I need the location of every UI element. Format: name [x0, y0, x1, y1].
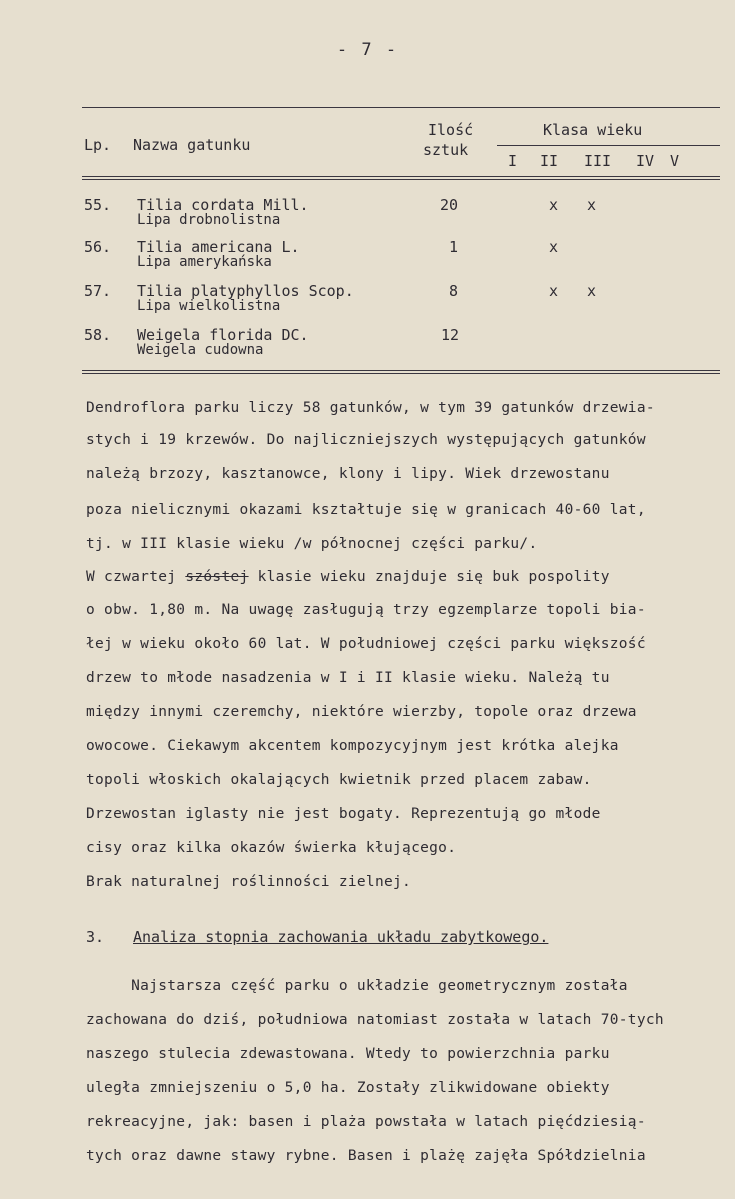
page-number: - 7 - — [336, 40, 399, 60]
body-line: naszego stulecia zdewastowana. Wtedy to powierzchnia parku — [86, 1046, 610, 1062]
body-line: tych oraz dawne stawy rybne. Basen i plażę zajęła Spółdzielnia — [86, 1148, 646, 1164]
body-line-with-correction — [86, 569, 722, 585]
body-line: topoli włoskich okalających kwietnik przed placem zabaw. — [86, 772, 592, 788]
body-line: tj. w III klasie wieku /w północnej części parku/. — [86, 536, 538, 552]
table-top-rule — [82, 107, 720, 108]
row-latin-name: Tilia cordata Mill. — [137, 196, 309, 214]
body-text: klasie wieku znajduje się buk pospolity — [257, 569, 610, 585]
row-lp: 57. — [84, 282, 112, 300]
row-polish-name: Lipa drobnolistna — [137, 212, 281, 228]
row-count: 12 — [441, 326, 460, 344]
section-number: 3. — [86, 928, 105, 946]
body-line: o obw. 1,80 m. Na uwagę zasługują trzy egzemplarze topoli bia- — [86, 602, 646, 618]
struck-out-word: szóstej — [185, 569, 249, 585]
row-lp: 55. — [84, 196, 112, 214]
body-line: uległa zmniejszeniu o 5,0 ha. Zostały zlikwidowane obiekty — [86, 1080, 610, 1096]
row-count: 20 — [440, 196, 459, 214]
header-class-iv: IV — [636, 152, 655, 170]
body-line: między innymi czeremchy, niektóre wierzby, topole oraz drzewa — [86, 704, 637, 720]
section-title: Analiza stopnia zachowania układu zabytkowego. — [133, 928, 549, 946]
body-line: cisy oraz kilka okazów świerka kłującego. — [86, 840, 457, 856]
row-count: 8 — [449, 282, 459, 300]
row-polish-name: Lipa wielkolistna — [137, 298, 281, 314]
row-class-marks: x x — [549, 196, 597, 214]
header-age-class: Klasa wieku — [543, 121, 643, 139]
body-line: zachowana do dziś, południowa natomiast została w latach 70-tych — [86, 1012, 664, 1028]
body-line: Dendroflora parku liczy 58 gatunków, w tym 39 gatunków drzewia- — [86, 400, 655, 416]
row-latin-name: Weigela florida DC. — [137, 326, 309, 344]
header-class-v: V — [670, 152, 680, 170]
row-count: 1 — [449, 238, 459, 256]
row-latin-name: Tilia americana L. — [137, 238, 300, 256]
row-class-marks: x x — [549, 282, 597, 300]
body-line: Drzewostan iglasty nie jest bogaty. Reprezentują go młode — [86, 806, 601, 822]
table-bottom-rule — [82, 370, 720, 371]
body-line: łej w wieku około 60 lat. W południowej części parku większość — [86, 636, 646, 652]
row-lp: 58. — [84, 326, 112, 344]
row-lp: 56. — [84, 238, 112, 256]
row-polish-name: Lipa amerykańska — [137, 254, 272, 270]
header-class-ii: II — [540, 152, 559, 170]
header-class-iii: III — [584, 152, 612, 170]
header-class-i: I — [508, 152, 518, 170]
body-text: W czwartej — [86, 569, 177, 585]
body-line: owocowe. Ciekawym akcentem kompozycyjnym jest krótka alejka — [86, 738, 619, 754]
header-name: Nazwa gatunku — [133, 136, 251, 154]
row-latin-name: Tilia platyphyllos Scop. — [137, 282, 354, 300]
header-count-line2: sztuk — [423, 141, 469, 159]
header-lp: Lp. — [84, 136, 112, 154]
body-line: stych i 19 krzewów. Do najliczniejszych występujących gatunków — [86, 432, 646, 448]
header-count-line1: Ilość — [428, 121, 474, 139]
row-polish-name: Weigela cudowna — [137, 342, 264, 358]
row-class-marks: x — [549, 238, 559, 256]
body-line: poza nielicznymi okazami kształtuje się w granicach 40-60 lat, — [86, 502, 646, 518]
body-line: rekreacyjne, jak: basen i plaża powstała w latach pięćdziesią- — [86, 1114, 646, 1130]
body-line: drzew to młode nasadzenia w I i II klasie wieku. Należą tu — [86, 670, 610, 686]
body-line: należą brzozy, kasztanowce, klony i lipy. Wiek drzewostanu — [86, 466, 610, 482]
age-class-subrule — [497, 145, 720, 146]
body-line: Najstarsza część parku o układzie geometrycznym została — [86, 978, 628, 994]
table-header-rule — [82, 176, 720, 177]
body-line: Brak naturalnej roślinności zielnej. — [86, 874, 412, 890]
